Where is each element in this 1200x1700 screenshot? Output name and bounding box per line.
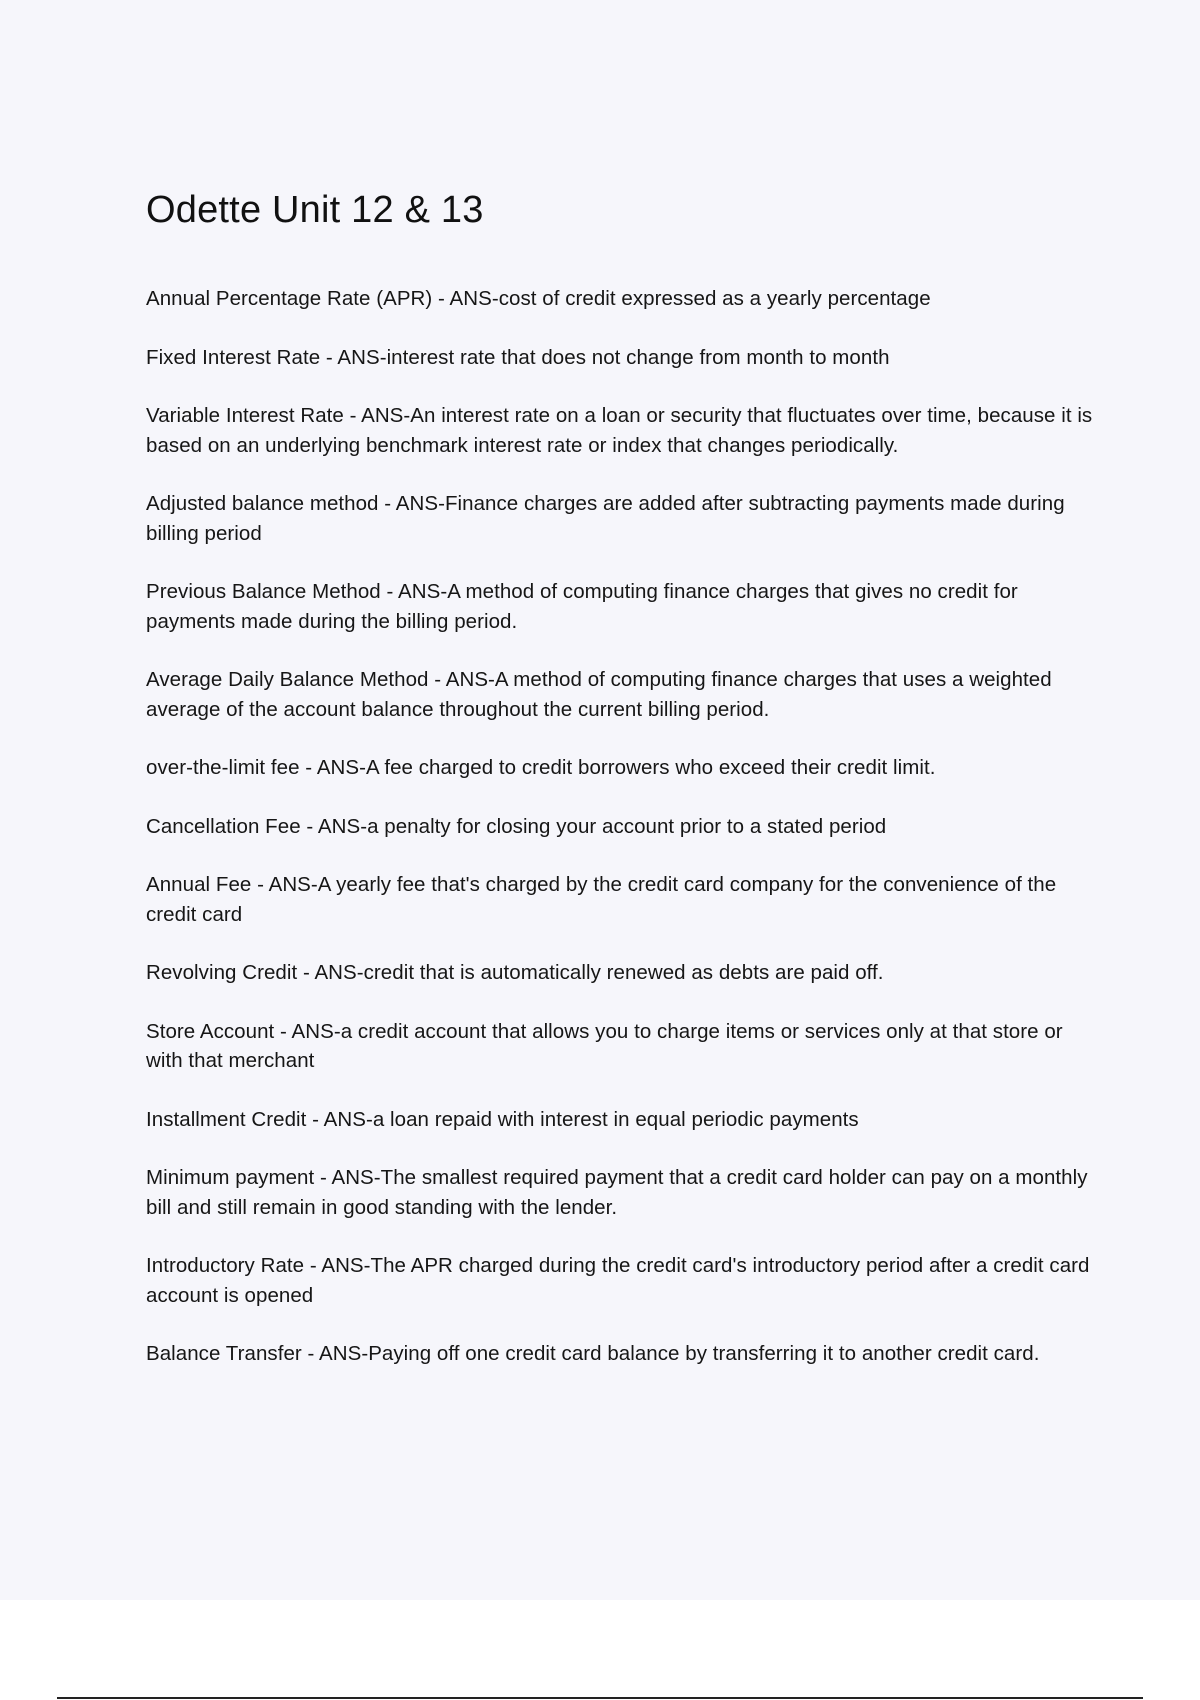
entry-separator [314,1166,331,1189]
entry-definition: ANS-cost of credit expressed as a yearly percentage [449,287,931,310]
page-title: Odette Unit 12 & 13 [146,189,484,231]
glossary-entry [146,1163,1100,1222]
entry-separator [344,404,361,427]
entry-definition: ANS-a credit account that allows you to charge items or services only at that store or with that merchant [146,1019,1063,1072]
entry-separator [274,1020,291,1043]
glossary-entry [146,812,1100,842]
entry-definition: ANS-Finance charges are added after subtracting payments made during billing period [146,492,1065,545]
entry-definition: ANS-The APR charged during the credit card's introductory period after a credit card account is opened [146,1254,1090,1307]
entry-definition: ANS-A yearly fee that's charged by the credit card company for the convenience of the credit card [146,873,1057,926]
glossary-entry [146,1017,1100,1076]
glossary-entry [146,284,1100,314]
entry-definition: ANS-A fee charged to credit borrowers who exceed their credit limit. [316,756,936,779]
glossary-entry [146,870,1100,929]
entry-definition: ANS-The smallest required payment that a credit card holder can pay on a monthly bill and still remain in good standing with the lender. [146,1166,1088,1219]
entry-separator [429,668,446,691]
glossary-entry [146,958,1100,988]
glossary-entry [146,489,1100,548]
entry-definition: ANS-Paying off one credit card balance by transferring it to another credit card. [319,1342,1040,1365]
entry-separator [379,492,396,515]
entry-definition: ANS-a penalty for closing your account prior to a stated period [317,814,887,838]
glossary-entry [146,1251,1100,1310]
entry-definition: ANS-A method of computing finance charges that gives no credit for payments made during the billing period. [146,580,1018,633]
entry-term: Average Daily Balance Method [146,668,429,691]
entry-separator [306,1108,323,1131]
entry-separator [432,287,449,310]
entry-term: Fixed Interest Rate [146,345,321,369]
entry-term: Previous Balance Method [146,580,381,603]
glossary-entry [146,577,1100,636]
glossary-entry [146,665,1100,724]
entry-separator [251,873,268,896]
entry-separator [300,756,317,779]
entry-term: Store Account [146,1019,275,1043]
entry-definition: ANS-A method of computing finance charges that uses a weighted average of the account balance throughout the current billing period. [146,668,1052,721]
glossary-entry [146,1339,1100,1369]
entry-term: Adjusted balance method [146,492,379,515]
entry-definition: ANS-a loan repaid with interest in equal periodic payments [323,1107,859,1131]
glossary-entry [146,343,1100,373]
footer-divider [57,1697,1143,1699]
glossary-entry [146,1105,1100,1135]
entry-separator [320,346,337,369]
entry-definition: ANS-interest rate that does not change from month to month [337,345,890,369]
entry-term: Installment Credit [146,1107,307,1131]
entry-definition: ANS-An interest rate on a loan or security that fluctuates over time, because it is based on an underlying benchmark interest rate or index that changes periodically. [146,404,1093,457]
entry-term: Cancellation Fee [146,814,301,838]
glossary-entry [146,753,1100,783]
entry-term: Minimum payment [146,1166,315,1189]
entry-term: Introductory Rate [146,1254,305,1277]
entry-separator [301,815,318,838]
entry-term: Revolving Credit [146,961,298,984]
entry-separator [304,1254,321,1277]
entry-separator [302,1342,319,1365]
entry-term: Variable Interest Rate [146,404,344,427]
entry-term: Annual Percentage Rate (APR) [146,287,433,310]
entry-term: Balance Transfer [146,1342,302,1365]
entry-term: Annual Fee [146,873,252,896]
entry-definition: ANS-credit that is automatically renewed as debts are paid off. [314,961,884,984]
entry-separator [381,580,398,603]
glossary-entry [146,401,1100,460]
entry-separator [297,961,314,984]
entry-term: over-the-limit fee [146,756,300,779]
